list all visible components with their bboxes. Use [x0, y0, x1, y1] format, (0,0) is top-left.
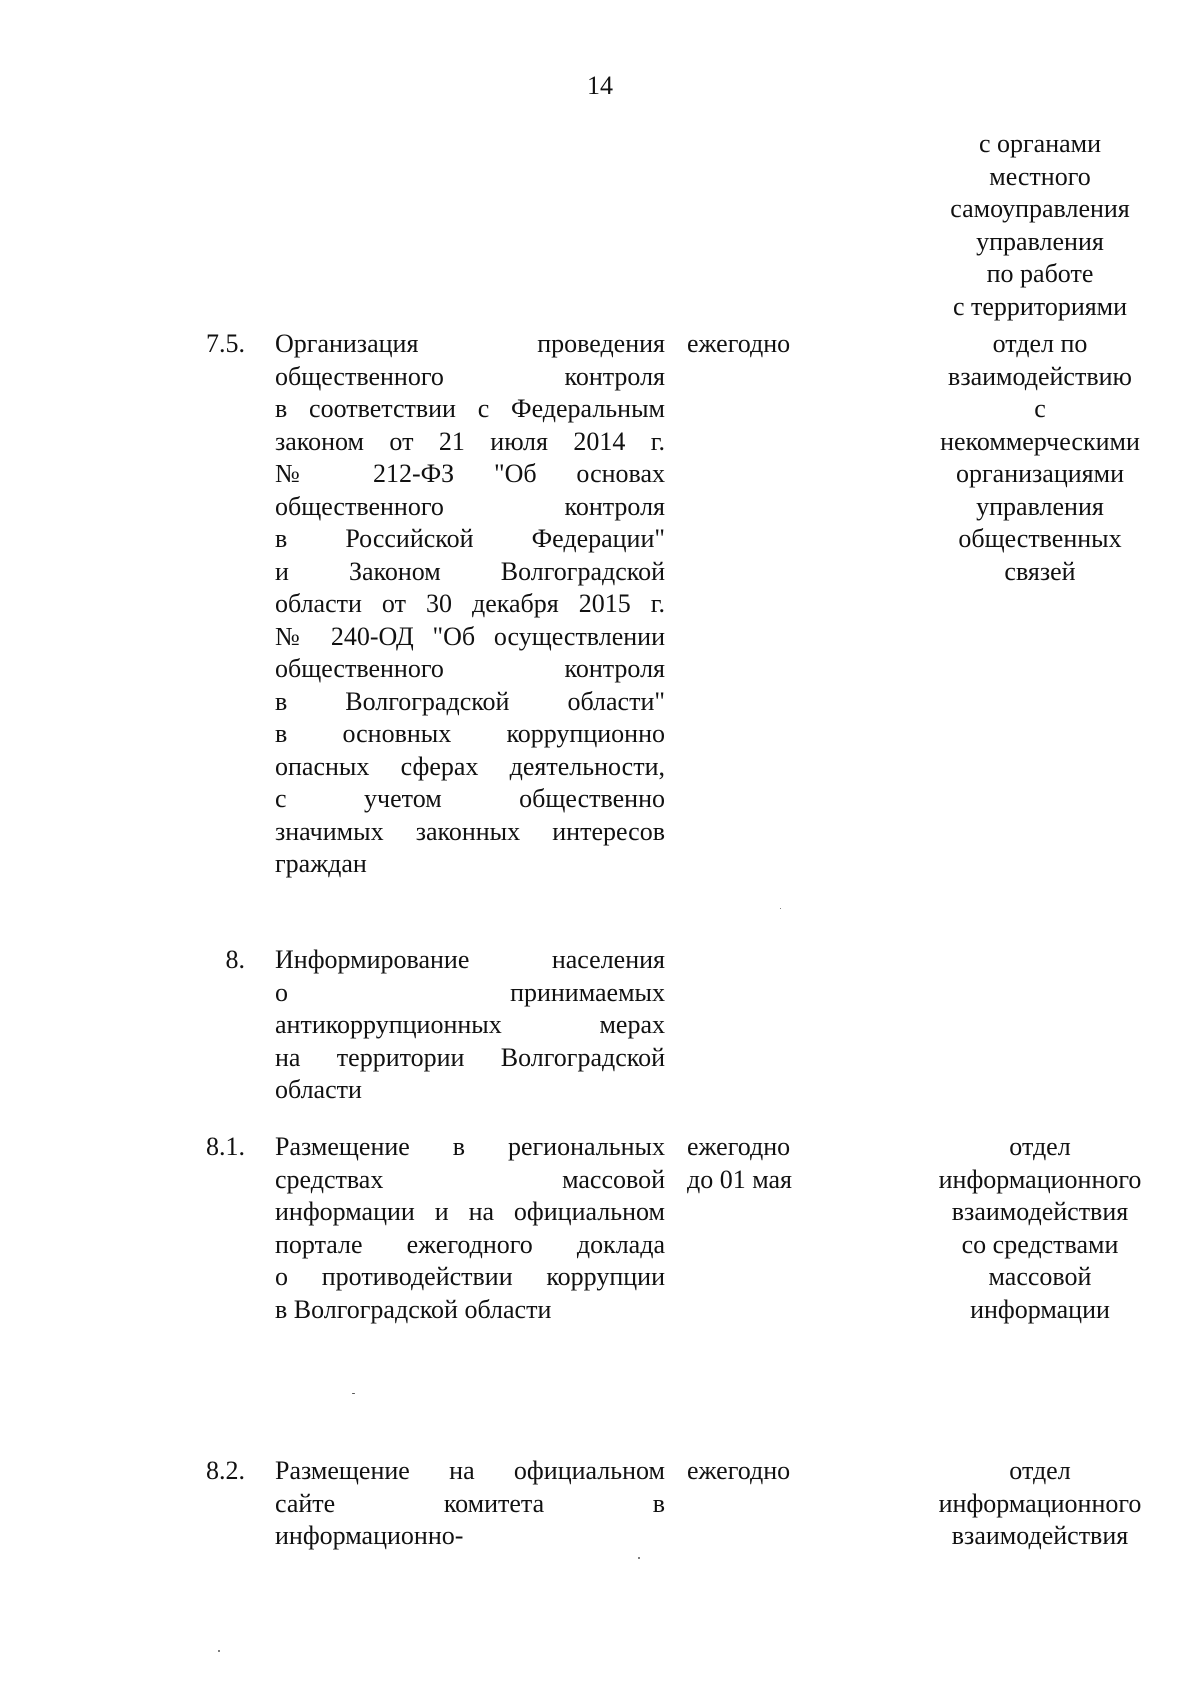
description-line: законом от 21 июля 2014 г. [275, 426, 665, 456]
responsible-line: массовой [988, 1262, 1092, 1291]
description-line: в Волгоградской области [275, 1294, 552, 1324]
responsible-line: взаимодействия [951, 1197, 1129, 1226]
description-line: Размещение на официальном [275, 1456, 665, 1485]
row-description [275, 328, 665, 881]
deadline-line: ежегодно [687, 1132, 791, 1161]
description-line: в соответствии с Федеральным [275, 394, 665, 423]
description-line: о противодействии коррупции [275, 1262, 665, 1291]
responsible-line: некоммерческими [940, 426, 1140, 456]
responsible-line: информационного [938, 1164, 1142, 1194]
deadline-line: ежегодно [687, 1456, 791, 1485]
description-line: на территории Волгоградской [275, 1042, 665, 1072]
description-line: в основных коррупционно [275, 719, 665, 748]
row-responsible [930, 328, 1150, 588]
description-line: опасных сферах деятельности, [275, 751, 665, 781]
description-line: № 212-ФЗ "Об основах [275, 459, 665, 488]
row-number: 8.2. [206, 1456, 245, 1485]
row-number: 8.1. [206, 1132, 245, 1161]
row-responsible [930, 1455, 1150, 1553]
responsible-line: со средствами [961, 1229, 1119, 1259]
responsible-line: связей [1004, 556, 1076, 586]
description-line: портале ежегодного доклада [275, 1229, 665, 1259]
description-line: и Законом Волгоградской [275, 556, 665, 586]
carry-over-line: управления [976, 226, 1104, 256]
description-line: граждан [275, 849, 367, 878]
description-line: о принимаемых [275, 977, 665, 1007]
scan-speck [638, 1557, 640, 1559]
responsible-line: информации [970, 1294, 1110, 1324]
scan-speck [218, 1650, 220, 1652]
description-line: информационно- [275, 1521, 464, 1550]
description-line: общественного контроля [275, 654, 665, 683]
deadline-line: до 01 мая [687, 1164, 793, 1194]
row-description [275, 1455, 665, 1553]
responsible-line: с [1034, 394, 1046, 423]
carry-over-responsible [930, 128, 1150, 323]
description-line: в Российской Федерации" [275, 524, 665, 553]
description-line: Информирование населения [275, 945, 665, 974]
responsible-line: организациями [956, 459, 1124, 488]
description-line: области [275, 1075, 362, 1104]
scan-speck [780, 908, 781, 909]
responsible-line: информационного [938, 1488, 1142, 1518]
row-deadline [687, 328, 847, 361]
carry-over-line: самоуправления [950, 194, 1130, 223]
carry-over-line: с территориями [952, 291, 1128, 321]
responsible-line: взаимодействию [948, 361, 1132, 391]
description-line: общественного контроля [275, 361, 665, 391]
row-responsible [930, 1131, 1150, 1326]
carry-over-line: местного [989, 161, 1091, 191]
responsible-line: управления [976, 491, 1104, 521]
description-line: общественного контроля [275, 491, 665, 521]
row-description [275, 1131, 665, 1326]
responsible-line: общественных [958, 524, 1122, 553]
responsible-line: отдел [1009, 1132, 1071, 1161]
page-number: 14 [587, 71, 613, 100]
description-line: Размещение в региональных [275, 1132, 665, 1161]
description-line: значимых законных интересов [275, 816, 665, 846]
scan-speck [352, 1393, 355, 1394]
description-line: в Волгоградской области" [275, 686, 665, 716]
row-deadline [687, 1455, 847, 1488]
row-deadline [687, 1131, 847, 1196]
responsible-line: отдел [1009, 1456, 1071, 1485]
description-line: области от 30 декабря 2015 г. [275, 589, 665, 618]
responsible-line: взаимодействия [951, 1521, 1129, 1550]
description-line: с учетом общественно [275, 784, 665, 813]
carry-over-line: с органами [978, 129, 1102, 158]
carry-over-line: по работе [986, 259, 1094, 288]
deadline-line: ежегодно [687, 329, 791, 358]
row-number: 8. [225, 945, 245, 974]
description-line: № 240-ОД "Об осуществлении [275, 621, 665, 651]
row-description [275, 944, 665, 1107]
description-line: информации и на официальном [275, 1197, 665, 1226]
description-line: Организация проведения [275, 329, 665, 358]
description-line: антикоррупционных мерах [275, 1010, 665, 1039]
description-line: сайте комитета в [275, 1488, 665, 1518]
row-number: 7.5. [206, 329, 245, 358]
responsible-line: отдел по [992, 329, 1088, 358]
description-line: средствах массовой [275, 1164, 665, 1194]
